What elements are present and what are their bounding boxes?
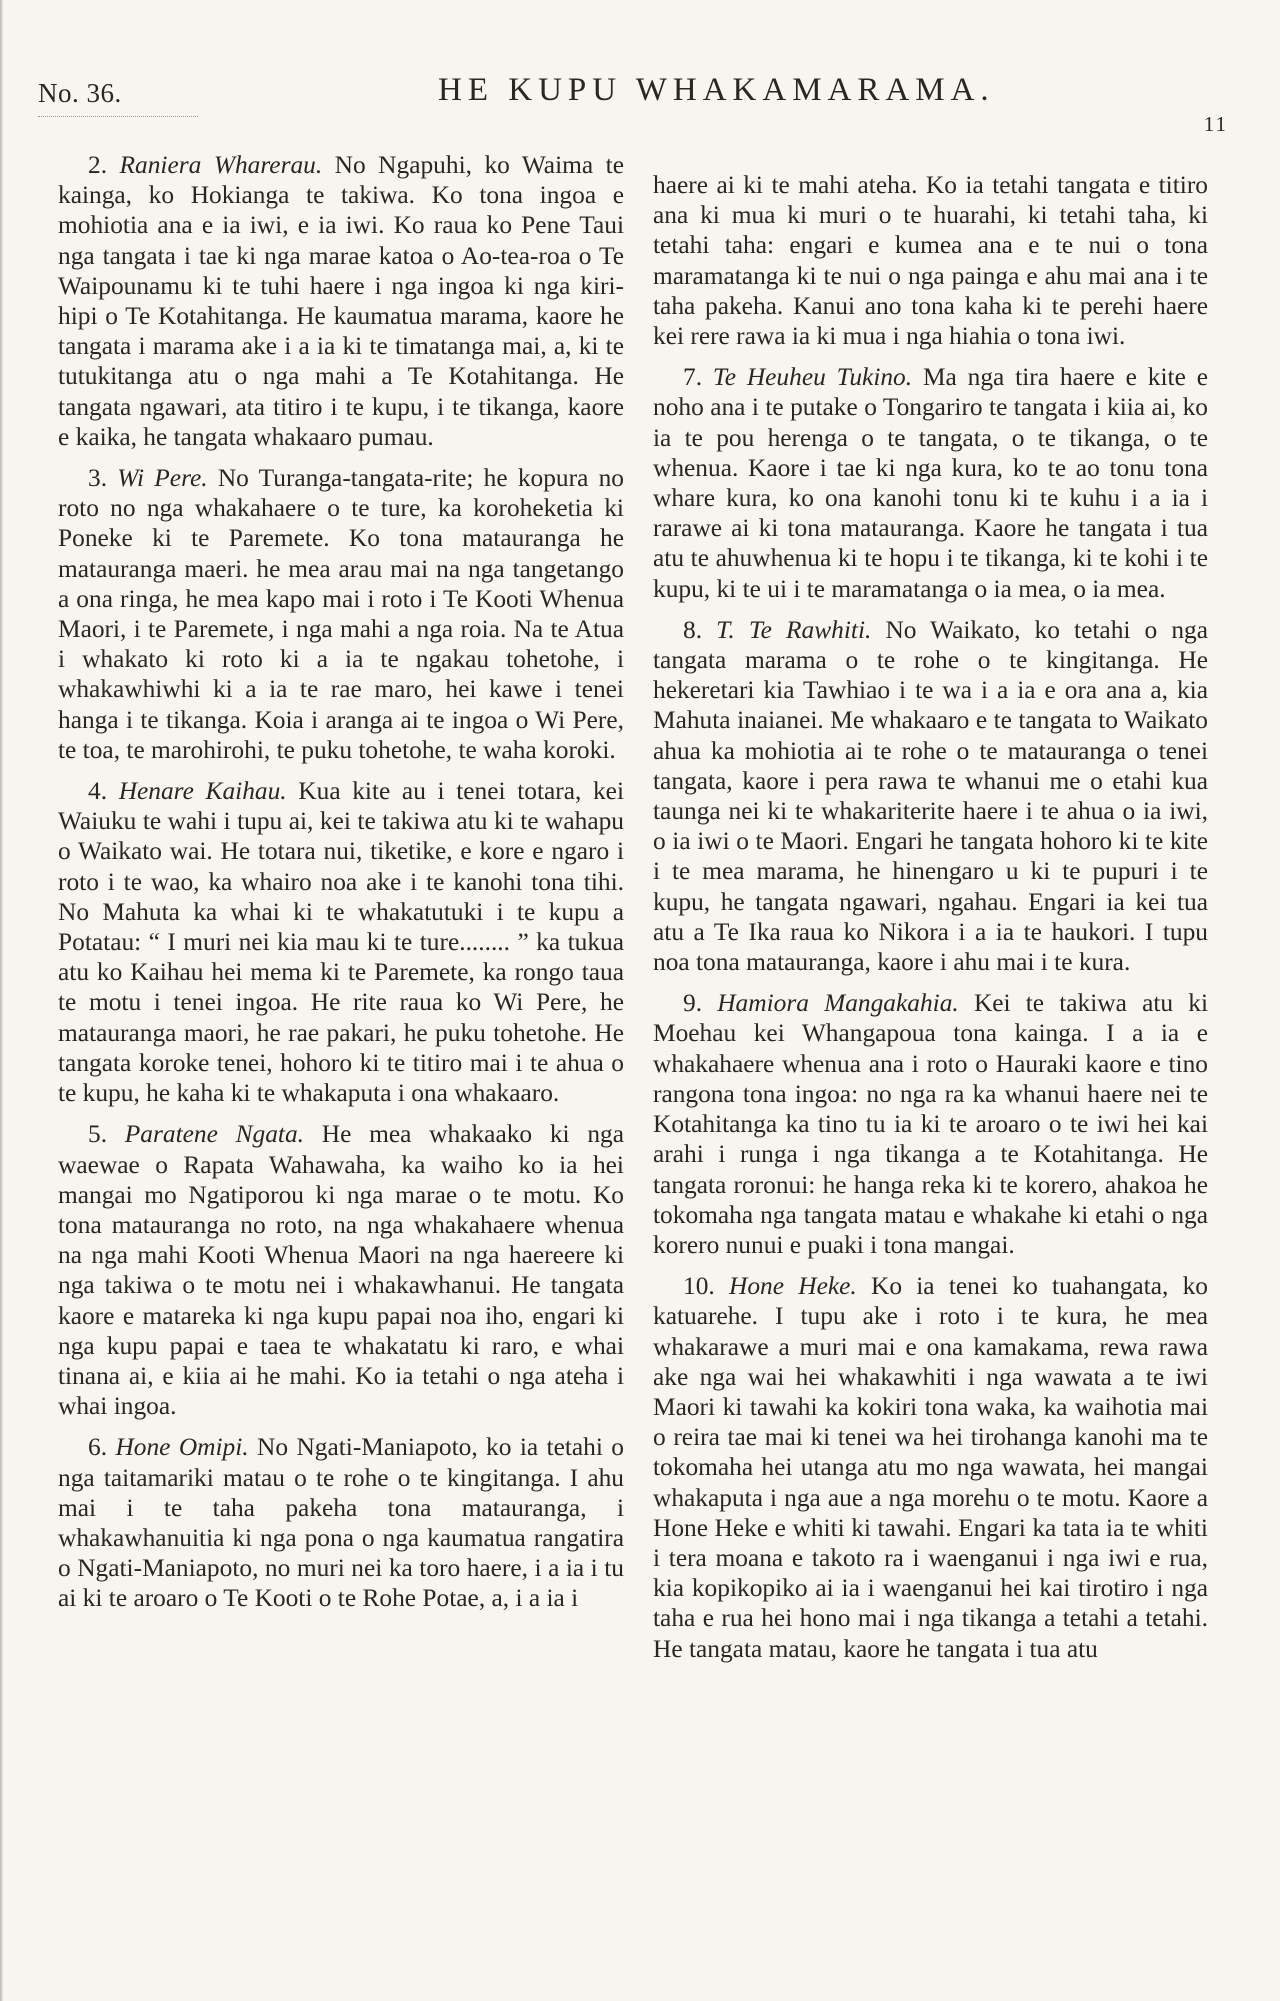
biography-paragraph	[653, 362, 1208, 604]
biography-paragraph	[653, 1271, 1208, 1664]
page-edge	[0, 0, 3, 2001]
entry-number: 9.	[683, 989, 703, 1018]
entry-number: 4.	[88, 777, 108, 806]
entry-number: 3.	[88, 464, 108, 493]
biography-paragraph	[58, 776, 624, 1108]
entry-text: No Ngati-Maniapoto, ko ia tetahi o nga taitamariki matau o te rohe o te kingitanga. I ahu mai i te taha pakeha tona matauranga, i whakawhanuitia ki nga pona o nga kaumatua rangatira o Ngati-Maniapoto, no muri nei ka toro haere, i a ia i tu ai ki te aroaro o Te Kooti o te Rohe Potae, a, i a ia i	[58, 1433, 624, 1613]
entry-name: Raniera Wharerau.	[119, 151, 323, 179]
entry-name: T. Te Rawhiti.	[716, 615, 872, 644]
entry-name: Paratene Ngata.	[124, 1120, 305, 1149]
entry-text: Kei te takiwa atu ki Moehau kei Whangapoua tona kainga. I a ia e whakahaere whenua ana i roto o Hauraki kaore e tino rangona tona ingoa: no nga ra ka whanui haere nei te Kotahitanga ka tino tu ia ki te aroaro o te iwi hei kai arahi i runga i nga tikanga a te Kotahitanga. He tangata roronui: he hanga reka ki te korero, ahakoa he tokomaha nga tangata matau e whakahe ki etahi o nga korero nunui e puaki i tona mangai.	[653, 989, 1209, 1259]
header-rule	[38, 116, 198, 117]
running-header	[38, 72, 1228, 136]
continued-paragraph	[653, 170, 1208, 351]
entry-name: Te Heuheu Tukino.	[712, 363, 913, 392]
entry-text: No Waikato, ko tetahi o nga tangata marama o te rohe o te kingitanga. He hekeretari kia Tawhiao i te wa i a ia e ora ana a, kia Mahuta inaianei. Me whakaaro e te tangata to Waikato ahua ka mohiotia ai te rohe o te matauranga o tenei tangata, kaore i pera rawa te whanui me o etahi kua taunga nei ki te whakariterite haere i te ahua o ia iwi, o ia iwi o te Maori. Engari he tangata hohoro ki te kite i te mea marama, he hinengaro u ki te pupuri i te kupu, he tangata ngawari, ngahau. Engari ia kei tua atu a Te Ika raua ko Nikora i a ia te haukori. I tupu noa tona matauranga, kaore i ahu mai i te kura.	[653, 615, 1208, 977]
entry-number: 8.	[683, 615, 703, 644]
entry-number: 5.	[88, 1120, 108, 1149]
entry-number: 10.	[683, 1272, 715, 1301]
entry-text: He mea whakaako ki nga waewae o Rapata Wahawaha, ka waiho ko ia hei mangai mo Ngatiporou ki nga marae o te motu. Ko tona matauranga no roto, na nga whakahaere whenua na nga mahi Kooti Whenua Maori na nga haereere ki nga takiwa o te motu nei i whakawhanui. He tangata kaore e matareka ki nga kupu papai noa iho, engari ki nga kupu papai e taea te whakatatu ki raro, e whai tinana ai, e kiia ai he mahi. Ko ia tetahi o nga ateha i whai ingoa.	[58, 1120, 624, 1421]
entry-name: Hone Heke.	[729, 1272, 857, 1301]
entry-number: 6.	[88, 1433, 108, 1462]
entry-text: Ma nga tira haere e kite e noho ana i te putake o Tongariro te tangata i kiia ai, ko ia te pou herenga o te tangata, o te tikanga, o te whenua. Kaore i tae ki nga kura, ko te ao tonu tona whare kura, ko ona kanohi tonu ki te kuhu i a ia i rarawe ai ki tona matauranga. Kaore he tangata i tua atu te ahuwhenua ki te hopu i te tikanga, ki te kohi i te kupu, ki te ui i te maramatanga o ia mea, o ia mea.	[653, 363, 1208, 603]
entry-number: 7.	[683, 363, 703, 392]
issue-number: No. 36.	[38, 78, 122, 108]
biography-paragraph	[58, 1119, 624, 1421]
page-number: 11	[1203, 112, 1228, 136]
left-column	[58, 150, 624, 1625]
entry-name: Hone Omipi.	[115, 1433, 249, 1462]
entry-number: 2.	[88, 151, 108, 179]
entry-name: Wi Pere.	[117, 464, 208, 493]
entry-name: Hamiora Mangakahia.	[717, 989, 959, 1018]
biography-paragraph	[58, 463, 624, 765]
page-title: HE KUPU WHAKAMARAMA.	[438, 72, 995, 108]
entry-text: Kua kite au i tenei totara, kei Waiuku te wahi i tupu ai, kei te takiwa atu ki te wahapu o Waikato wai. He totara nui, tiketike, e kore e ngaro i roto i te wao, ka whairo noa ake i te kanohi tona tihi. No Mahuta ka whai ki te whakatutuki i te kupu a Potatau: “ I muri nei kia mau ki te ture........ ” ka tukua atu ko Kaihau hei mema ki te Paremete, ka rongo taua te motu i tenei ingoa. He rite raua ko Wi Pere, he matauranga maori, he rae pakari, he puku tohetohe. He tangata koroke tenei, hohoro ki te titiro mai i te ahua o te kupu, he kaha ki te whakaputa i ona whakaaro.	[58, 777, 624, 1108]
biography-paragraph	[58, 150, 624, 452]
entry-text: Ko ia tenei ko tuahangata, ko katuarehe. I tupu ake i roto i te kura, he mea whakarawe a muri mai e ona kamakama, rewa rawa ake nga wai hei whakawhiti i nga wawata a te iwi Maori ki tawahi ka kokiri tona waka, ka waihotia mai o reira tae mai ki tenei wa hei tirohanga kanohi ma te tokomaha hei utanga atu mo nga wawata, hei mangai whakaputa i nga aue a nga morehu o te motu. Kaore a Hone Heke e whiti ki tawahi. Engari ka tata ia te whiti i tera moana e takoto ra i waenganui i nga iwi e rua, kia kopikopiko ai ia i waenganui hei kai tirotiro i nga taha e rua hei hono mai i nga tikanga a tetahi a tetahi. He tangata matau, kaore he tangata i tua atu	[653, 1272, 1208, 1663]
entry-name: Henare Kaihau.	[118, 777, 287, 806]
biography-paragraph	[653, 988, 1208, 1260]
entry-text: No Turanga-tangata-rite; he kopura no roto no nga whakahaere o te ture, ka koroheketia ki Poneke ki te Paremete. Ko tona matauranga he matauranga maeri. he mea arau mai na nga tangetango a ona ringa, he mea kapo mai i roto i Te Kooti Whenua Maori, i te Paremete, i nga mahi a nga roia. Na te Atua i whakato ki roto ki a ia te ngakau tohetohe, i whakawhiwhi ki a ia te rae maro, hei kawe i tenei hanga i te tikanga. Koia i aranga ai te ingoa o Wi Pere, te toa, te marohirohi, te puku tohetohe, te waha koroki.	[58, 464, 624, 764]
biography-paragraph	[653, 615, 1208, 977]
right-column	[653, 170, 1208, 1675]
entry-text: haere ai ki te mahi ateha. Ko ia tetahi tangata e titiro ana ki mua ki muri o te huarahi, ki tetahi taha, ki tetahi taha: engari e kumea ana e te nui o tona maramatanga ki te nui o nga painga e ahu mai ana i te taha pakeha. Kanui ano tona kaha ki te perehi haere kei rere rawa ia ki mua i nga hiahia o tona iwi.	[653, 171, 1208, 351]
entry-text: No Ngapuhi, ko Waima te kainga, ko Hokianga te takiwa. Ko tona ingoa e mohiotia ana e ia iwi, e ia iwi. Ko raua ko Pene Taui nga tangata i tae ki nga marae katoa o Ao-tea-roa o Te Waipounamu ki te tuhi haere i nga ingoa ki nga kiri-hipi o Te Kotahitanga. He kaumatua marama, kaore he tangata i marama ake i a ia ki te timatanga mai, a, ki te tutukitanga atu o nga mahi a Te Kotahitanga. He tangata ngawari, ata titiro i te kupu, i te tikanga, kaore e kaika, he tangata whakaaro pumau.	[58, 151, 624, 451]
biography-paragraph	[58, 1432, 624, 1613]
